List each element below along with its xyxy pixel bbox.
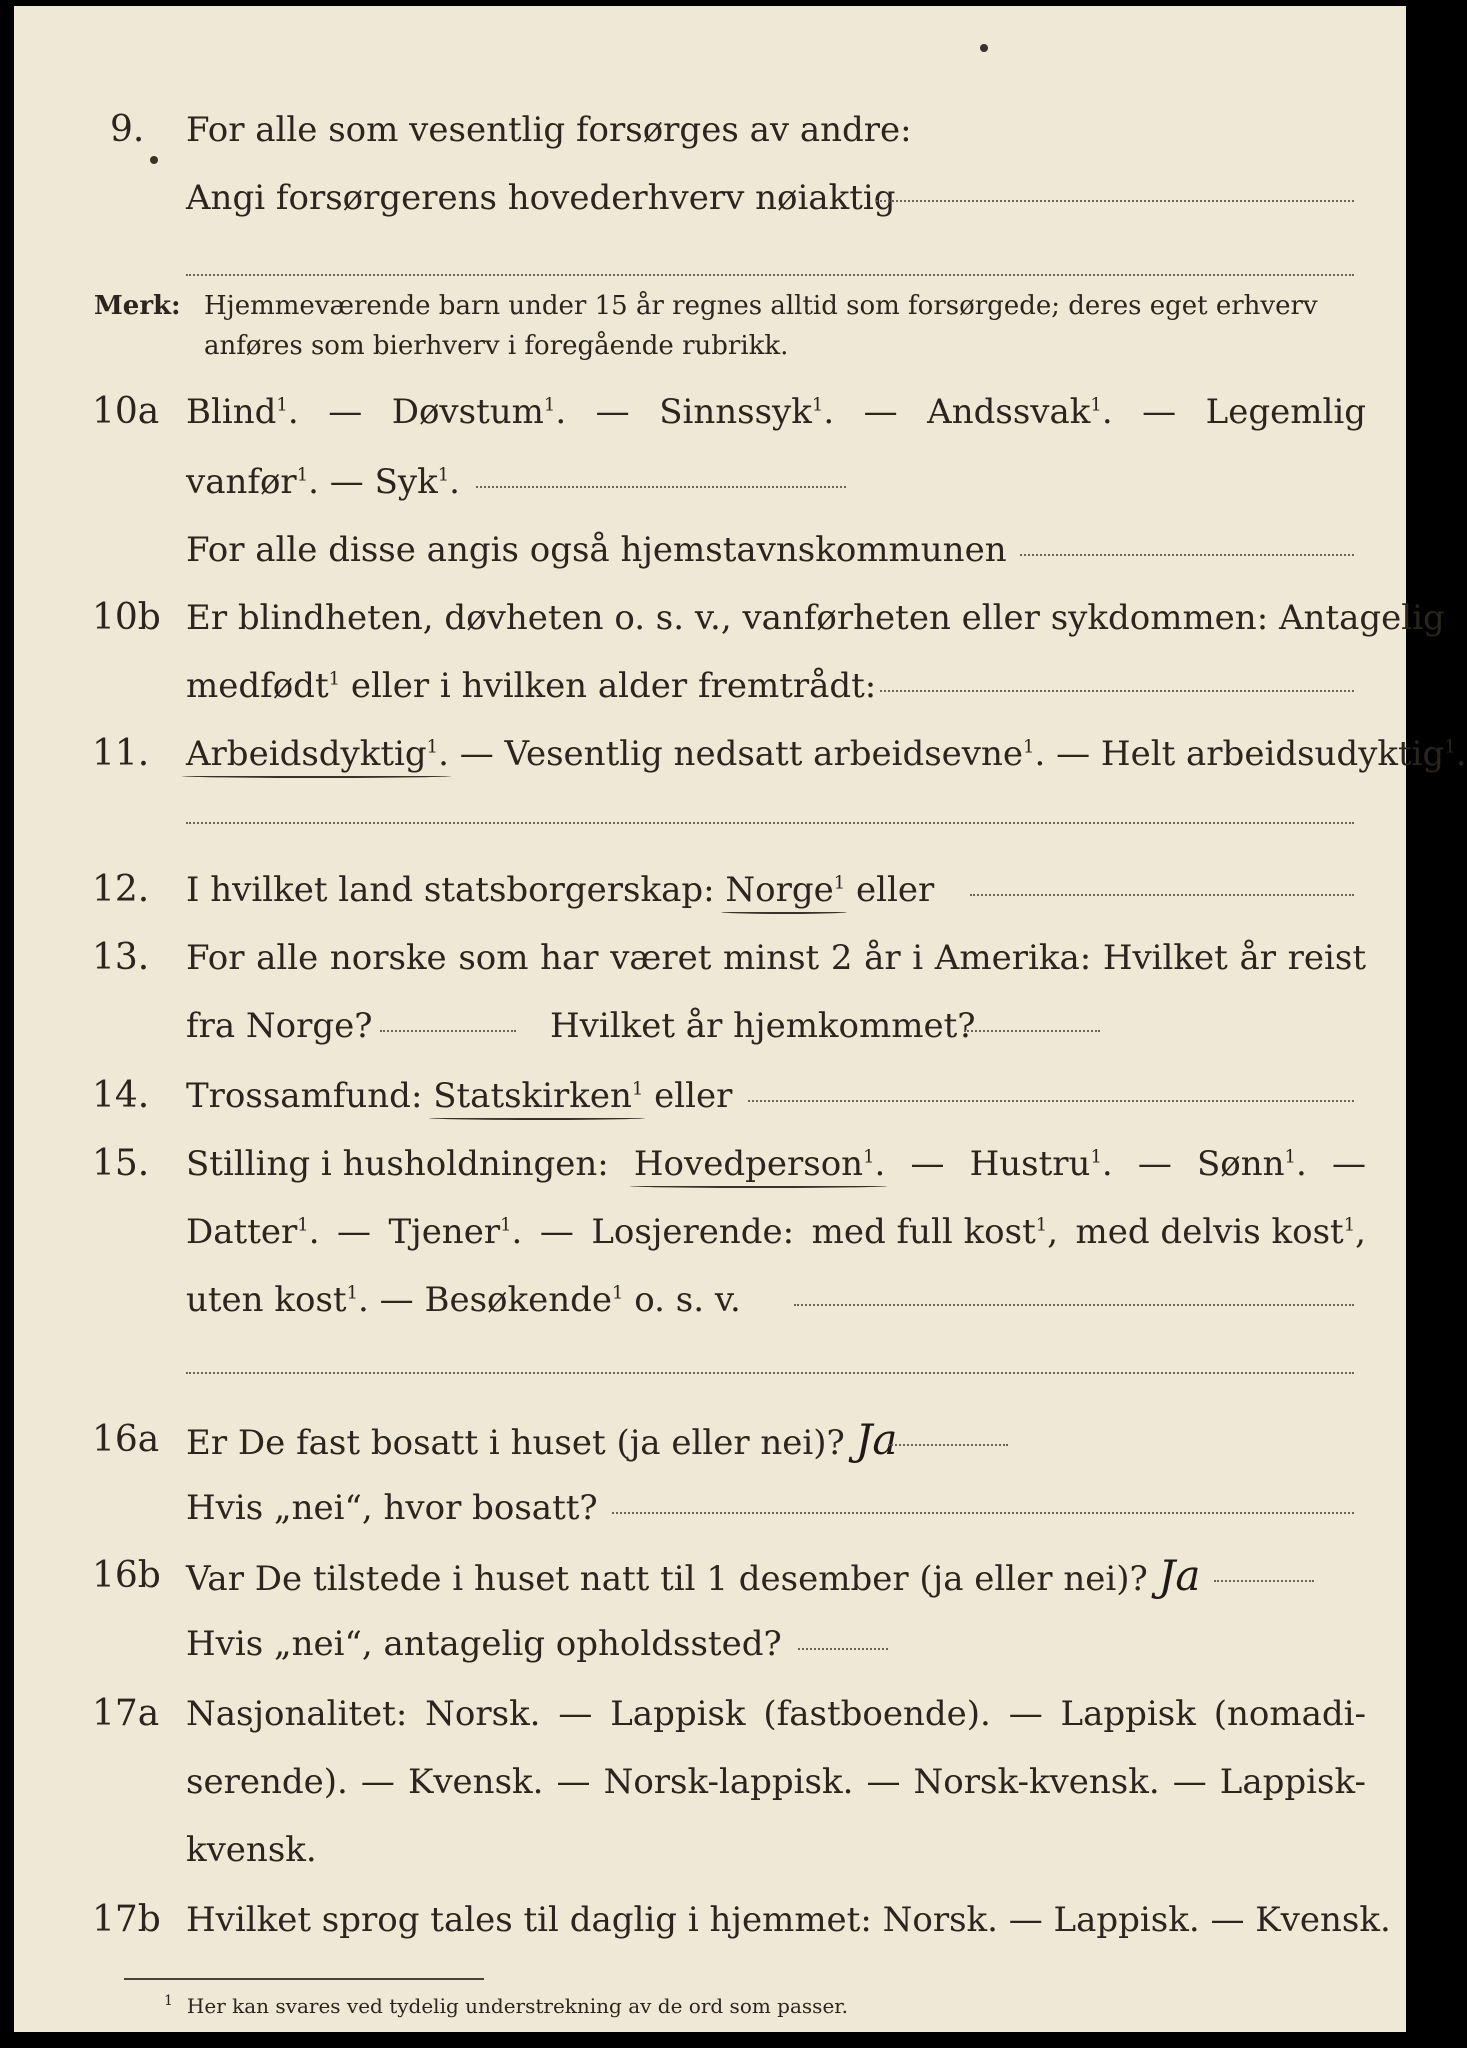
q12-line: I hvilket land statsborgerskap: Norge$^1$ eller bbox=[186, 856, 934, 924]
option-hovedperson-underlined: Hovedperson$^1$. bbox=[634, 1130, 885, 1198]
q16a-row bbox=[14, 1406, 1406, 1474]
dash: — bbox=[863, 392, 898, 432]
q16b-number: 16b bbox=[92, 1555, 161, 1596]
q17a-row2 bbox=[14, 1748, 1406, 1816]
q10b-line1: Er blindheten, døvheten o. s. v., vanførheten eller sykdommen: Antagelig bbox=[186, 598, 1445, 638]
q10a-line1 bbox=[186, 378, 1366, 446]
dash: — bbox=[1142, 392, 1177, 432]
q16a-line1: Er De fast bosatt i huset (ja eller nei)? Ja bbox=[186, 1415, 898, 1464]
q10a-line3: For alle disse angis også hjemstavnskommunen bbox=[186, 530, 1007, 570]
q16a-handwritten-answer: Ja bbox=[855, 1415, 898, 1464]
q9-row2 bbox=[14, 164, 1406, 232]
q13-line2a: fra Norge? bbox=[186, 1006, 373, 1046]
q12-answer-line[interactable] bbox=[970, 894, 1354, 896]
q14-line: Trossamfund: Statskirken$^1$ eller bbox=[186, 1062, 732, 1130]
q15-number: 15. bbox=[92, 1143, 150, 1184]
q15-line2: Datter$^1$. — Tjener$^1$. — Losjerende: med full kost$^1$, med delvis kost$^1$, bbox=[186, 1212, 1366, 1252]
option-norge-underlined: Norge$^1$ bbox=[725, 856, 845, 924]
q10a-row3 bbox=[14, 516, 1406, 584]
q10b-answer-line[interactable] bbox=[880, 690, 1354, 692]
q10a-kommune-line[interactable] bbox=[1020, 554, 1354, 556]
q11-line: Arbeidsdyktig$^1$. — Vesentlig nedsatt arbeidsevne$^1$. — Helt arbeidsudyktig$^1$. bbox=[186, 720, 1366, 788]
q9-answer-line-2[interactable] bbox=[186, 274, 1354, 276]
merk-text: Hjemmeværende barn under 15 år regnes alltid som forsørgede; deres eget erhverv anføres som bierhverv i foregående rubrikk. bbox=[204, 291, 1318, 361]
q10b-line2: medfødt$^1$ eller i hvilken alder fremtrådt: bbox=[186, 666, 877, 706]
q16a-row2 bbox=[14, 1474, 1406, 1542]
q11-row bbox=[14, 720, 1467, 788]
q16a-number: 16a bbox=[92, 1419, 160, 1460]
q17a-line2: serende). — Kvensk. — Norsk-lappisk. — Norsk-kvensk. — Lappisk- bbox=[186, 1762, 1366, 1802]
merk-label: Merk: bbox=[94, 291, 181, 321]
q10a-answer-line[interactable] bbox=[476, 486, 846, 488]
census-form-page bbox=[14, 6, 1467, 2032]
q17b-line1: Hvilket sprog tales til daglig i hjemmet: Norsk. — Lappisk. — Kvensk. bbox=[186, 1900, 1391, 1940]
q10b-number: 10b bbox=[92, 597, 161, 638]
q16b-line1: Var De tilstede i huset natt til 1 desember (ja eller nei)? Ja bbox=[186, 1551, 1201, 1600]
q13-year-returned-line[interactable] bbox=[964, 1030, 1100, 1032]
option-andssvak: Andssvak$^1$. bbox=[927, 392, 1113, 432]
option-arbeidsdyktig-underlined: Arbeidsdyktig$^1$. bbox=[186, 720, 449, 788]
q9-row bbox=[14, 96, 1406, 164]
q10a-number: 10a bbox=[92, 391, 160, 432]
q13-row bbox=[14, 924, 1406, 992]
q17a-number: 17a bbox=[92, 1693, 160, 1734]
option-blind: Blind$^1$. bbox=[186, 392, 299, 432]
footnote-rule bbox=[124, 1978, 484, 1980]
q9-line2: Angi forsørgerens hovederhverv nøiaktig bbox=[186, 178, 896, 218]
option-sinnssyk: Sinnssyk$^1$. bbox=[659, 392, 835, 432]
q13-line2b: Hvilket år hjemkommet? bbox=[550, 1006, 976, 1046]
q16a-line2: Hvis „nei“, hvor bosatt? bbox=[186, 1488, 598, 1528]
q13-line1: For alle norske som har været minst 2 år i Amerika: Hvilket år reist bbox=[186, 938, 1366, 978]
q11-answer-line[interactable] bbox=[186, 822, 1354, 824]
q17a-line1: Nasjonalitet: Norsk. — Lappisk (fastboende). — Lappisk (nomadi- bbox=[186, 1694, 1366, 1734]
q9-line1: For alle som vesentlig forsørges av andre: bbox=[186, 110, 912, 150]
q11-number: 11. bbox=[92, 733, 150, 774]
q10a-row2 bbox=[14, 448, 1406, 516]
dash: — bbox=[595, 392, 630, 432]
q16b-answer-line[interactable] bbox=[1214, 1580, 1314, 1582]
option-dovstum: Døvstum$^1$. bbox=[391, 392, 567, 432]
option-legemlig: Legemlig bbox=[1205, 392, 1366, 432]
q16a-residence-line[interactable] bbox=[612, 1512, 1354, 1514]
q15-row bbox=[14, 1130, 1406, 1198]
q16b-handwritten-answer: Ja bbox=[1158, 1551, 1201, 1600]
q14-row bbox=[14, 1062, 1406, 1130]
q16a-answer-line[interactable] bbox=[888, 1444, 1008, 1446]
q15-line3: uten kost$^1$. — Besøkende$^1$ o. s. v. bbox=[186, 1280, 741, 1320]
q17a-line3: kvensk. bbox=[186, 1830, 317, 1870]
q17b-number: 17b bbox=[92, 1899, 161, 1940]
q17a-row bbox=[14, 1680, 1406, 1748]
q16b-line2: Hvis „nei“, antagelig opholdssted? bbox=[186, 1624, 782, 1664]
ink-dot bbox=[980, 44, 988, 52]
q12-row bbox=[14, 856, 1406, 924]
q13-year-left-line[interactable] bbox=[380, 1030, 516, 1032]
dash: — bbox=[328, 392, 363, 432]
q17a-row3 bbox=[14, 1816, 1406, 1884]
q14-answer-line[interactable] bbox=[748, 1100, 1354, 1102]
q10b-row2 bbox=[14, 652, 1406, 720]
q15-row3 bbox=[14, 1266, 1406, 1334]
q12-number: 12. bbox=[92, 869, 150, 910]
q10b-row bbox=[14, 584, 1445, 652]
q9-number: 9. bbox=[110, 109, 145, 150]
q10a-line2: vanfør$^1$. — Syk$^1$. bbox=[186, 462, 460, 502]
q15-row2 bbox=[14, 1198, 1406, 1266]
q13-row2 bbox=[14, 992, 1406, 1060]
q14-number: 14. bbox=[92, 1075, 150, 1116]
q9-answer-line[interactable] bbox=[876, 200, 1354, 202]
q16b-row2 bbox=[14, 1610, 1406, 1678]
q15-answer-line[interactable] bbox=[794, 1304, 1354, 1306]
q16b-whereabouts-line[interactable] bbox=[798, 1648, 888, 1650]
q15-line1: Stilling i husholdningen: Hovedperson$^1$. — Hustru$^1$. — Sønn$^1$. — bbox=[186, 1130, 1366, 1198]
q10a-row bbox=[14, 378, 1406, 446]
q15-answer-line-2[interactable] bbox=[186, 1372, 1354, 1374]
option-statskirken-underlined: Statskirken$^1$ bbox=[433, 1062, 643, 1130]
q13-number: 13. bbox=[92, 937, 150, 978]
q16b-row bbox=[14, 1542, 1406, 1610]
footnote: $^1$ Her kan svares ved tydelig understrekning av de ord som passer. bbox=[164, 1993, 848, 2018]
q17b-row bbox=[14, 1886, 1406, 1954]
